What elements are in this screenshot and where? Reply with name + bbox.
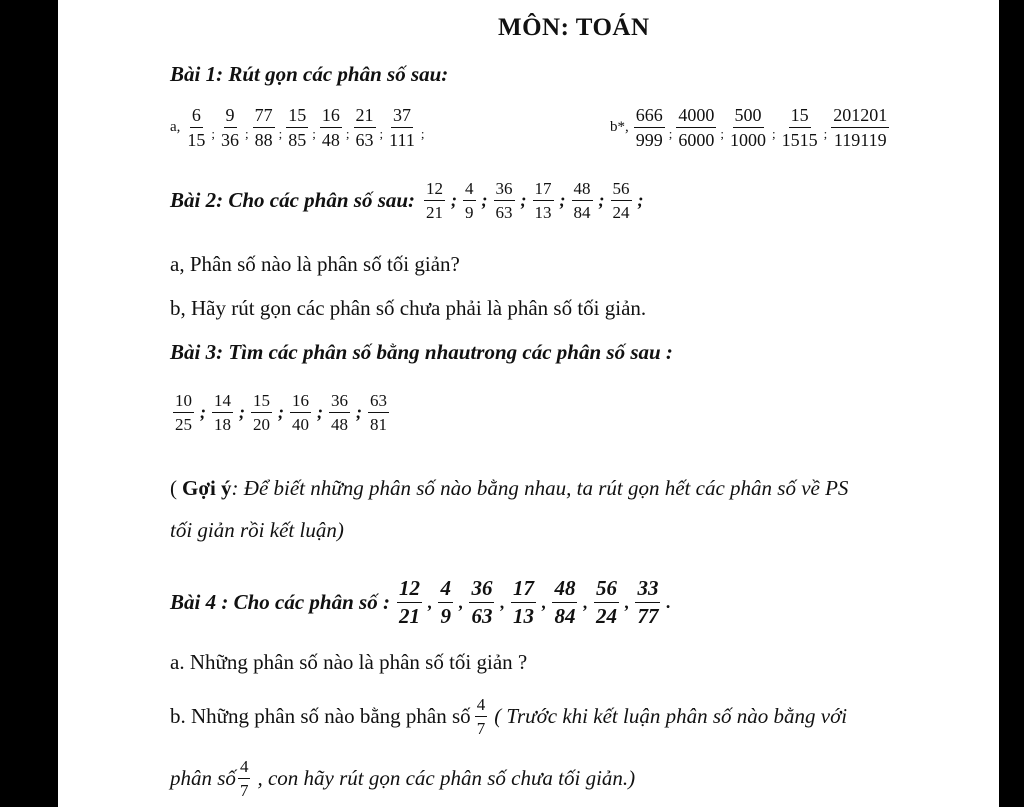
bai3-hint xyxy=(170,476,848,501)
fraction-separator: ; xyxy=(317,402,323,422)
fraction-numerator: 48 xyxy=(552,578,577,603)
fraction-numerator: 16 xyxy=(290,392,311,413)
fraction xyxy=(572,180,593,221)
fraction-numerator: 21 xyxy=(354,106,376,128)
fraction-denominator: 77 xyxy=(637,604,659,628)
reference-fraction-denominator: 7 xyxy=(476,719,486,738)
fraction xyxy=(286,106,308,149)
fraction-numerator: 9 xyxy=(224,106,237,128)
fraction xyxy=(494,180,515,221)
fraction-numerator: 12 xyxy=(424,180,445,201)
fraction-numerator: 56 xyxy=(611,180,632,201)
fraction-separator: ; xyxy=(520,190,527,210)
fraction xyxy=(173,392,194,433)
fraction xyxy=(387,106,417,149)
reference-fraction-2-denominator: 7 xyxy=(239,781,249,800)
fraction-separator: ; xyxy=(823,125,828,141)
fraction xyxy=(728,106,768,149)
bai4-heading: Bài 4 : Cho các phân số : xyxy=(170,590,390,614)
fraction-separator: ; xyxy=(211,125,216,141)
bai1-heading: Bài 1: Rút gọn các phân số sau: xyxy=(170,62,449,86)
reference-fraction-numerator: 4 xyxy=(475,696,488,717)
fraction xyxy=(533,180,554,221)
fraction-denominator: 1000 xyxy=(730,130,766,150)
fraction xyxy=(594,578,619,627)
fraction xyxy=(290,392,311,433)
fraction-denominator: 40 xyxy=(292,415,309,434)
fraction-separator: ; xyxy=(720,125,724,141)
fraction xyxy=(611,180,632,221)
fraction-separator: ; xyxy=(668,125,673,141)
fraction-separator: , xyxy=(458,592,464,612)
fraction-numerator: 15 xyxy=(789,106,811,128)
fraction-separator: ; xyxy=(345,125,350,141)
fraction-numerator: 500 xyxy=(733,106,764,128)
fraction xyxy=(212,392,233,433)
fraction-denominator: 9 xyxy=(465,203,474,222)
hint-text-continued: tối giản rồi kết luận) xyxy=(170,518,344,542)
bai4-qb-line2-start: phân số xyxy=(170,766,236,790)
fraction-separator: ; xyxy=(239,402,245,422)
fraction-denominator: 20 xyxy=(253,415,270,434)
fraction-denominator: 18 xyxy=(214,415,231,434)
fraction-separator: , xyxy=(583,592,588,612)
fraction-denominator: 63 xyxy=(495,203,513,222)
fraction xyxy=(219,106,241,149)
fraction-denominator: 36 xyxy=(221,130,240,150)
fraction-numerator: 36 xyxy=(494,180,515,201)
fraction-separator: , xyxy=(500,592,505,612)
bai3-fractions-row xyxy=(170,392,398,433)
fraction-numerator: 63 xyxy=(368,392,389,413)
fraction-numerator: 6 xyxy=(190,106,203,128)
fraction xyxy=(368,392,389,433)
fraction-separator: ; xyxy=(245,125,249,141)
fraction-numerator: 36 xyxy=(329,392,350,413)
fraction-denominator: 25 xyxy=(175,415,192,434)
fraction-numerator: 16 xyxy=(320,106,342,128)
fraction-numerator: 17 xyxy=(533,180,554,201)
bai1-a-row xyxy=(170,106,425,149)
bai4-qb-note: ( Trước khi kết luận phân số nào bằng với xyxy=(494,704,848,728)
bai4-qb-start: b. Những phân số nào bằng phân số xyxy=(170,704,471,728)
fraction xyxy=(635,578,660,627)
fraction-separator: , xyxy=(541,592,547,612)
bai4-question-b-continued xyxy=(170,758,635,799)
fraction-separator: ; xyxy=(278,125,283,141)
fraction-numerator: 33 xyxy=(635,578,660,603)
fraction-denominator: 119119 xyxy=(833,130,887,150)
fraction-denominator: 63 xyxy=(471,604,493,628)
bai4-qb-line2-end: , con hãy rút gọn các phân số chưa tối giản.) xyxy=(257,766,636,790)
fraction-denominator: 6000 xyxy=(678,130,715,150)
fraction-denominator: 63 xyxy=(355,130,374,150)
fraction-separator: ; xyxy=(356,402,362,422)
bai4-row xyxy=(170,578,674,627)
fraction-separator: ; xyxy=(559,190,566,210)
fraction-denominator: 999 xyxy=(635,130,663,150)
fraction-separator: ; xyxy=(278,402,284,422)
fraction-numerator: 4000 xyxy=(676,106,716,128)
hint-open-paren: ( xyxy=(170,476,177,500)
fraction-separator: ; xyxy=(200,402,206,422)
fraction-separator: ; xyxy=(481,190,488,210)
fraction-denominator: 24 xyxy=(612,203,630,222)
fraction-denominator: 85 xyxy=(288,130,307,150)
fraction-denominator: 48 xyxy=(321,130,340,150)
hint-text: : Để biết những phân số nào bằng nhau, ta rút gọn hết các phân số về PS xyxy=(231,476,849,500)
fraction-separator: ; xyxy=(451,190,458,210)
fraction-denominator: 15 xyxy=(187,130,206,150)
fraction-denominator: 21 xyxy=(426,203,444,222)
fraction-numerator: 666 xyxy=(634,106,665,128)
reference-fraction-2-numerator: 4 xyxy=(238,758,251,779)
fraction xyxy=(251,392,272,433)
fraction-numerator: 48 xyxy=(572,180,593,201)
fraction-numerator: 15 xyxy=(251,392,272,413)
document-page xyxy=(58,0,999,807)
bai1-b-label: b*, xyxy=(610,119,629,135)
fraction-denominator: 1515 xyxy=(781,130,818,150)
fraction-separator: ; xyxy=(312,125,316,141)
fraction-numerator: 17 xyxy=(511,578,536,603)
fraction-numerator: 201201 xyxy=(831,106,889,128)
fraction-denominator: 9 xyxy=(440,604,451,628)
fraction-separator: , xyxy=(427,592,433,612)
fraction xyxy=(511,578,536,627)
fraction-denominator: 111 xyxy=(389,130,415,150)
fraction-numerator: 37 xyxy=(391,106,413,128)
fraction-separator: . xyxy=(666,592,671,612)
fraction-denominator: 13 xyxy=(512,604,534,628)
reference-fraction-2 xyxy=(238,758,251,799)
fraction-separator: , xyxy=(624,592,630,612)
fraction-denominator: 21 xyxy=(398,604,420,628)
bai1-b-row xyxy=(610,106,894,149)
bai4-question-b xyxy=(170,696,847,737)
fraction-numerator: 4 xyxy=(463,180,476,201)
fraction-separator: ; xyxy=(598,190,605,210)
bai3-heading: Bài 3: Tìm các phân số bằng nhautrong các phân số sau : xyxy=(170,340,673,364)
fraction-numerator: 14 xyxy=(212,392,233,413)
fraction-numerator: 56 xyxy=(594,578,619,603)
fraction-separator: ; xyxy=(420,125,425,141)
fraction-denominator: 24 xyxy=(595,604,617,628)
fraction-numerator: 36 xyxy=(469,578,494,603)
fraction xyxy=(185,106,207,149)
fraction xyxy=(354,106,376,149)
fraction-denominator: 88 xyxy=(254,130,273,150)
fraction-numerator: 77 xyxy=(253,106,275,128)
fraction-denominator: 81 xyxy=(370,415,387,434)
fraction-separator: ; xyxy=(772,125,776,141)
bai1-a-label: a, xyxy=(170,119,181,135)
fraction-denominator: 13 xyxy=(534,203,552,222)
bai2-question-a: a, Phân số nào là phân số tối giản? xyxy=(170,252,460,276)
bai2-question-b: b, Hãy rút gọn các phân số chưa phải là phân số tối giản. xyxy=(170,296,647,320)
fraction-denominator: 48 xyxy=(331,415,348,434)
fraction-numerator: 10 xyxy=(173,392,194,413)
bai2-heading: Bài 2: Cho các phân số sau: xyxy=(170,188,416,212)
reference-fraction xyxy=(475,696,488,737)
fraction xyxy=(329,392,350,433)
fraction-denominator: 84 xyxy=(554,604,576,628)
fraction-numerator: 15 xyxy=(286,106,308,128)
fraction-numerator: 12 xyxy=(397,578,422,603)
fraction xyxy=(320,106,342,149)
fraction xyxy=(463,180,476,221)
fraction xyxy=(253,106,275,149)
fraction xyxy=(397,578,422,627)
fraction-numerator: 4 xyxy=(438,578,453,603)
fraction xyxy=(831,106,889,149)
fraction xyxy=(780,106,820,149)
fraction xyxy=(552,578,577,627)
fraction xyxy=(438,578,453,627)
fraction-separator: ; xyxy=(379,125,384,141)
bai4-question-a: a. Những phân số nào là phân số tối giản ? xyxy=(170,650,528,674)
fraction-denominator: 84 xyxy=(573,203,591,222)
fraction xyxy=(469,578,494,627)
fraction xyxy=(424,180,445,221)
bai2-row xyxy=(170,180,647,221)
fraction xyxy=(634,106,665,149)
page-title: MÔN: TOÁN xyxy=(498,14,650,41)
hint-label: Gợi ý xyxy=(182,476,232,500)
fraction xyxy=(676,106,716,149)
fraction-separator: ; xyxy=(637,190,644,210)
